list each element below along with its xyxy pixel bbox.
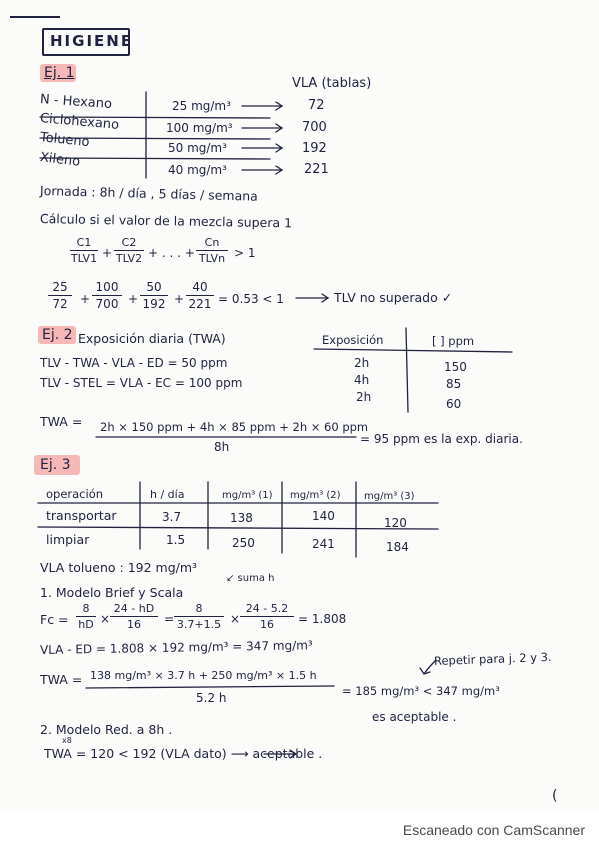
ej1-table-line-1: [40, 117, 270, 118]
ej2-row1-time: 2h: [354, 356, 370, 370]
equals-sign: =: [164, 612, 175, 626]
ej1-row-vla-3: 192: [302, 141, 327, 156]
ej3-table-hline-2: [38, 527, 438, 529]
ej3-th-mg3: mg/m³ (3): [364, 491, 415, 502]
result-f3-den: 192: [142, 297, 166, 311]
fc-d-den: 16: [260, 618, 274, 631]
result-value: = 0.53 < 1: [218, 292, 284, 306]
page-title: HIGIENE: [50, 32, 134, 50]
ej3-th-operacion: operación: [46, 487, 104, 501]
ej3-twa-final: TWA = 120 < 192 (VLA dato) ⟶ aceptable .: [44, 746, 323, 761]
vla-header: VLA (tablas): [292, 76, 372, 91]
ej2-row2-ppm: 85: [446, 377, 462, 391]
ej3-r2-c1: 250: [232, 536, 255, 550]
ej3-twa-lhs: TWA =: [40, 672, 83, 687]
formula-cn: Cn: [204, 236, 220, 249]
result-f4-den: 221: [188, 297, 212, 311]
plus-sign: +: [174, 292, 185, 306]
calculo-text: Cálculo si el valor de la mezcla supera 1: [39, 211, 293, 231]
ej1-row-conc-1: 25 mg/m³: [172, 99, 231, 113]
ej2-heading: Exposición diaria (TWA): [78, 331, 226, 346]
fc-b-num: 24 - hD: [113, 602, 155, 615]
ej1-row-name-1: N - Hexano: [39, 92, 113, 113]
result-conclusion: TLV no superado ✓: [334, 290, 453, 305]
ej1-row-vla-1: 72: [308, 98, 325, 113]
ej3-twa-numerator: 138 mg/m³ × 3.7 h + 250 mg/m³ × 1.5 h: [90, 669, 317, 682]
ej3-th-mg1: mg/m³ (1): [222, 490, 273, 501]
page-mark: (: [552, 788, 558, 804]
ej3-r2-c2: 241: [312, 537, 335, 551]
ej3-r1-c2: 140: [312, 509, 335, 523]
ej3-th-mg2: mg/m³ (2): [290, 490, 341, 501]
ej3-twa-sup: x8: [62, 736, 72, 745]
ej3-r1-h: 3.7: [162, 510, 182, 524]
ej1-row-name-3: Tolueno: [39, 130, 91, 151]
formula-tlv2: TLV2: [115, 252, 143, 265]
ej1-row-conc-3: 50 mg/m³: [168, 141, 227, 155]
ej2-table-header-exposicion: Exposición: [322, 333, 384, 347]
ej1-row-conc-2: 100 mg/m³: [166, 121, 233, 135]
ej1-label: Ej. 1: [44, 65, 75, 81]
ej3-twa-denominator: 5.2 h: [196, 691, 227, 705]
ej1-row-conc-4: 40 mg/m³: [168, 163, 227, 177]
scanner-watermark: Escaneado con CamScanner: [402, 822, 585, 838]
formula-dots: + . . . +: [148, 246, 195, 260]
ej2-line2: TLV - STEL = VLA - EC = 100 ppm: [40, 376, 243, 390]
ej2-row3-ppm: 60: [446, 397, 462, 411]
ej3-r1-c3: 120: [384, 516, 407, 530]
result-f4-num: 40: [192, 280, 208, 294]
result-f2-den: 700: [95, 297, 119, 311]
ej1-row-name-4: Xileno: [39, 150, 81, 170]
formula-c1: C1: [76, 236, 92, 249]
plus-sign: +: [102, 246, 113, 260]
ej3-model1: 1. Modelo Brief y Scala: [40, 585, 184, 600]
ej2-table-vline: [406, 328, 408, 412]
ej1-row-name-2: Ciclohexano: [39, 111, 120, 133]
result-f1-den: 72: [52, 297, 68, 311]
result-f1-num: 25: [52, 280, 68, 294]
ej3-acceptable: es aceptable .: [372, 710, 457, 724]
ej3-r2-h: 1.5: [166, 533, 186, 547]
ej3-th-hdia: h / día: [150, 488, 185, 501]
ej3-vla-ed: VLA - ED = 1.808 × 192 mg/m³ = 347 mg/m³: [39, 638, 313, 657]
ej2-twa-numerator: 2h × 150 ppm + 4h × 85 ppm + 2h × 60 ppm: [100, 420, 369, 434]
result-f2-num: 100: [95, 280, 119, 294]
ej2-line1: TLV - TWA - VLA - ED = 50 ppm: [40, 356, 228, 370]
fc-result: = 1.808: [298, 612, 347, 626]
times-sign: ×: [230, 612, 241, 626]
fc-c-num: 8: [195, 602, 203, 615]
formula-gt1: > 1: [234, 246, 256, 260]
ej2-table-hline: [314, 349, 512, 352]
ej2-twa-result: = 95 ppm es la exp. diaria.: [360, 432, 523, 446]
ej2-twa-lhs: TWA =: [40, 414, 83, 429]
ej3-model2: 2. Modelo Red. a 8h .: [40, 722, 173, 737]
result-f3-num: 50: [146, 280, 162, 294]
ej1-table-line-3: [40, 158, 270, 159]
ej3-r1-op: transportar: [46, 508, 117, 523]
ej2-row1-ppm: 150: [444, 360, 467, 374]
fc-a-num: 8: [82, 602, 90, 615]
jornada-text: Jornada : 8h / día , 5 días / semana: [39, 183, 259, 204]
scanner-footer: [0, 812, 599, 848]
ej3-model1-note: ↙ suma h: [226, 573, 275, 584]
ej3-label: Ej. 3: [40, 457, 71, 473]
plus-sign: +: [128, 292, 139, 306]
ej3-repeat-note: Repetir para j. 2 y 3.: [433, 649, 552, 668]
ej1-row-vla-2: 700: [302, 120, 327, 135]
formula-tlv1: TLV1: [70, 252, 98, 265]
formula-tlvn: TLVn: [198, 252, 226, 265]
ej3-twa-fraction-bar: [86, 686, 334, 688]
ej1-table-line-2: [40, 138, 270, 139]
ej3-twa-result: = 185 mg/m³ < 347 mg/m³: [342, 684, 500, 698]
fc-lhs: Fc =: [40, 612, 69, 627]
ej2-row3-time: 2h: [356, 390, 372, 404]
ej1-row-vla-4: 221: [304, 162, 329, 177]
fc-a-den: hD: [78, 618, 94, 631]
times-sign: ×: [100, 612, 111, 626]
ej2-twa-denominator: 8h: [214, 440, 230, 454]
ej3-vla: VLA tolueno : 192 mg/m³: [40, 560, 198, 575]
ej2-label: Ej. 2: [42, 327, 73, 343]
ej3-r2-c3: 184: [386, 540, 409, 554]
plus-sign: +: [80, 292, 91, 306]
ej3-r2-op: limpiar: [46, 532, 90, 547]
ej3-r1-c1: 138: [230, 511, 253, 525]
fc-c-den: 3.7+1.5: [176, 618, 222, 631]
fc-b-den: 16: [127, 618, 141, 631]
ej2-table-header-ppm: [ ] ppm: [432, 334, 475, 348]
fc-d-num: 24 - 5.2: [245, 602, 289, 615]
ej2-row2-time: 4h: [354, 373, 370, 387]
formula-c2: C2: [121, 236, 137, 249]
